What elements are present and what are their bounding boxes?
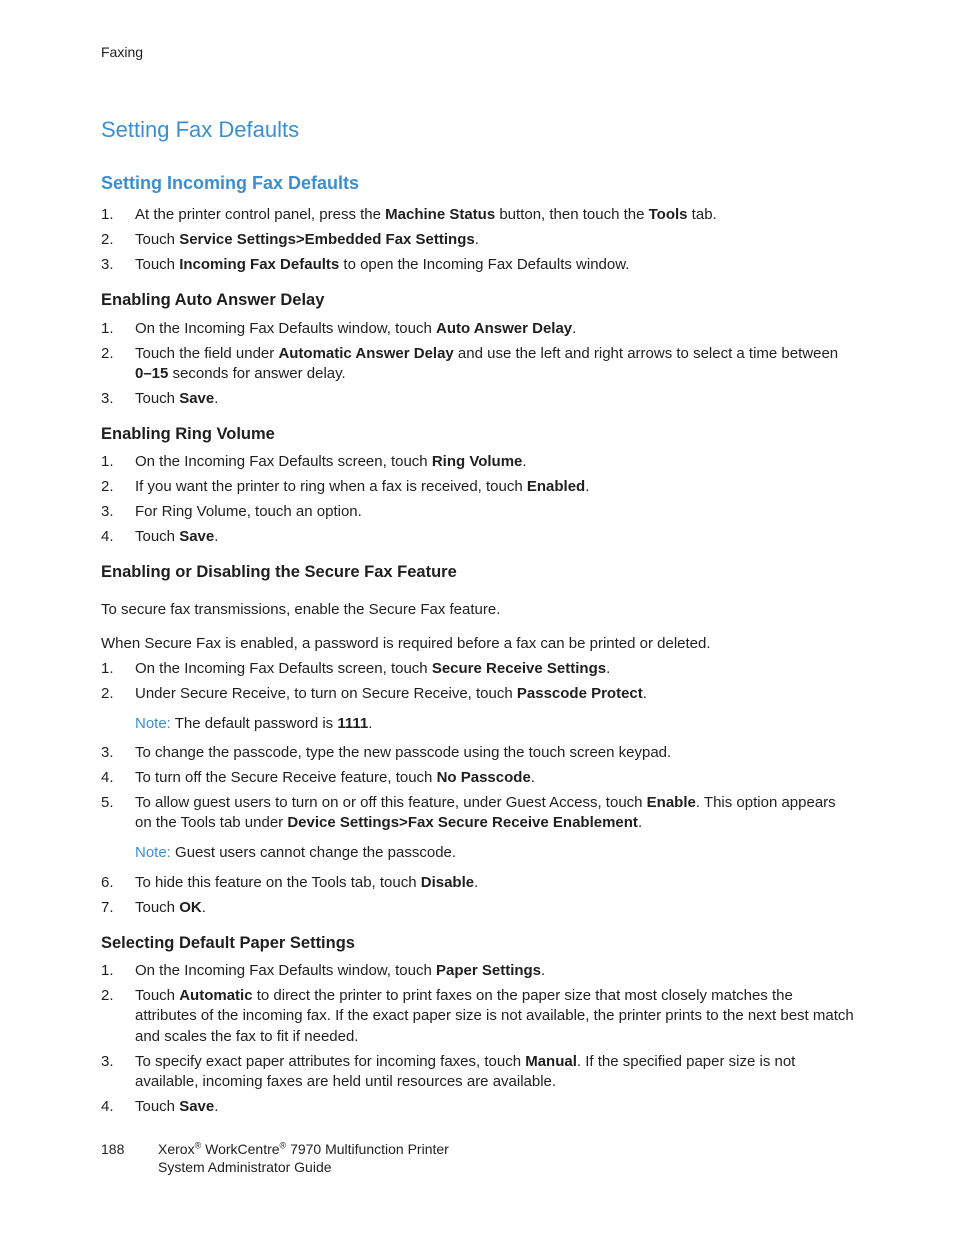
step-text xyxy=(135,319,855,339)
step-segment: . xyxy=(585,478,590,495)
step-emphasis: Automatic Answer Delay xyxy=(278,345,454,362)
step-segment: . xyxy=(637,814,643,832)
step-segment: . xyxy=(642,685,647,702)
step-segment: to open the Incoming Fax Defaults window. xyxy=(339,256,630,273)
step-segment: . xyxy=(214,1098,219,1115)
step-text xyxy=(135,986,855,1047)
step-segment: . xyxy=(530,769,535,786)
step-number: 3. xyxy=(101,1053,114,1070)
step-segment: Under Secure Receive, to turn on Secure Receive, touch xyxy=(135,685,517,702)
step-emphasis: Enable xyxy=(646,794,696,811)
step-text xyxy=(135,230,855,250)
step-segment: Touch xyxy=(135,987,180,1004)
step-number: 2. xyxy=(101,478,114,495)
step-number: 3. xyxy=(101,503,114,520)
step-number: 1. xyxy=(101,453,114,470)
step-emphasis: Auto Answer Delay xyxy=(436,320,573,337)
step-number: 6. xyxy=(101,874,114,891)
step-emphasis: OK xyxy=(179,899,202,916)
subheading-secure-fax: Enabling or Disabling the Secure Fax Feature xyxy=(101,563,457,581)
step-emphasis: Save xyxy=(179,390,215,407)
step-segment: . xyxy=(201,899,206,916)
step-text xyxy=(135,873,855,893)
footer-model: 7970 Multifunction Printer xyxy=(286,1141,449,1157)
step-number: 4. xyxy=(101,528,114,545)
step-segment: and use the left and right arrows to select a time between xyxy=(453,345,839,362)
step-emphasis: Machine Status xyxy=(385,206,496,223)
step-segment: To turn off the Secure Receive feature, touch xyxy=(135,769,437,786)
step-text xyxy=(135,255,855,275)
step-text xyxy=(135,898,855,918)
note-password: 1111 xyxy=(337,715,369,732)
step-emphasis: Disable xyxy=(420,874,475,891)
secure-password-paragraph: When Secure Fax is enabled, a password is required before a fax can be printed or deleted. xyxy=(101,635,711,652)
step-segment: To hide this feature on the Tools tab, touch xyxy=(135,874,421,891)
step-number: 1. xyxy=(101,660,114,677)
step-number: 4. xyxy=(101,769,114,786)
footer-brand: Xerox xyxy=(158,1141,195,1157)
step-number: 3. xyxy=(101,744,114,761)
step-segment: . xyxy=(572,320,577,337)
step-segment: . xyxy=(474,874,479,891)
footer-product xyxy=(158,1140,449,1158)
note-text: Guest users cannot change the passcode. xyxy=(170,844,457,861)
page-title: Setting Fax Defaults xyxy=(101,117,300,142)
step-emphasis: Incoming Fax Defaults xyxy=(179,256,340,273)
step-segment: On the Incoming Fax Defaults screen, touch xyxy=(135,660,432,677)
step-emphasis: Paper Settings xyxy=(436,962,542,979)
step-segment: To specify exact paper attributes for incoming faxes, touch xyxy=(135,1053,526,1070)
step-segment: tab. xyxy=(687,206,717,223)
step-text xyxy=(135,743,855,763)
step-number: 2. xyxy=(101,231,114,248)
note-end: . xyxy=(368,715,373,732)
note-label: Note: xyxy=(135,844,171,861)
step-segment: . This option appears on the Tools tab under xyxy=(135,794,836,832)
step-segment: Touch xyxy=(135,528,180,545)
step-emphasis: Ring Volume xyxy=(431,453,523,470)
step-number: 3. xyxy=(101,390,114,407)
step-emphasis: Save xyxy=(179,528,215,545)
step-emphasis: Device Settings>Fax Secure Receive Enablement xyxy=(287,814,638,832)
step-number: 1. xyxy=(101,320,114,337)
step-segment: Touch xyxy=(135,231,180,248)
subheading-ring-volume: Enabling Ring Volume xyxy=(101,425,275,443)
note-guest-users xyxy=(135,843,456,863)
step-segment: Touch xyxy=(135,899,180,916)
step-number: 5. xyxy=(101,794,114,811)
step-emphasis: Secure Receive Settings xyxy=(431,660,607,677)
step-text xyxy=(135,768,855,788)
step-number: 2. xyxy=(101,987,114,1004)
step-segment: button, then touch the xyxy=(495,206,649,223)
subheading-auto-answer: Enabling Auto Answer Delay xyxy=(101,291,325,309)
step-text xyxy=(135,502,855,522)
step-segment: Touch the field under xyxy=(135,345,279,362)
step-emphasis: 0–15 xyxy=(135,365,169,383)
step-segment: If you want the printer to ring when a fax is received, touch xyxy=(135,478,527,495)
step-segment: . If the specified paper size is not available, incoming faxes are held until resources are available. xyxy=(135,1053,796,1091)
secure-intro-paragraph: To secure fax transmissions, enable the Secure Fax feature. xyxy=(101,601,501,618)
step-text xyxy=(135,527,855,547)
step-number: 2. xyxy=(101,685,114,702)
step-emphasis: Enabled xyxy=(526,478,586,495)
step-segment: . xyxy=(541,962,546,979)
step-segment: For Ring Volume, touch an option. xyxy=(135,503,362,520)
step-text xyxy=(135,684,855,704)
step-segment: At the printer control panel, press the xyxy=(135,206,386,223)
registered-mark: ® xyxy=(279,1140,287,1151)
step-text xyxy=(135,452,855,472)
step-segment: Touch xyxy=(135,390,180,407)
step-text xyxy=(135,477,855,497)
step-segment: On the Incoming Fax Defaults window, touch xyxy=(135,962,436,979)
note-label: Note: xyxy=(135,715,171,732)
step-text xyxy=(135,389,855,409)
step-emphasis: Manual xyxy=(525,1053,577,1070)
step-number: 1. xyxy=(101,962,114,979)
note-default-password xyxy=(135,714,372,734)
step-segment: Touch xyxy=(135,1098,180,1115)
note-text: The default password is xyxy=(170,715,338,732)
step-text xyxy=(135,205,855,225)
step-number: 1. xyxy=(101,206,114,223)
step-emphasis: Tools xyxy=(648,206,688,223)
step-segment: . xyxy=(214,390,219,407)
subheading-paper-settings: Selecting Default Paper Settings xyxy=(101,934,355,952)
step-text xyxy=(135,1052,855,1093)
step-text xyxy=(135,344,855,385)
step-number: 7. xyxy=(101,899,114,916)
step-emphasis: No Passcode xyxy=(436,769,531,786)
step-segment: . xyxy=(522,453,527,470)
step-number: 2. xyxy=(101,345,114,362)
step-text xyxy=(135,793,855,834)
running-header: Faxing xyxy=(101,44,144,60)
step-emphasis: Passcode Protect xyxy=(516,685,643,702)
step-number: 3. xyxy=(101,256,114,273)
step-segment: On the Incoming Fax Defaults window, touch xyxy=(135,320,436,337)
step-text xyxy=(135,1097,855,1117)
step-text xyxy=(135,961,855,981)
step-number: 4. xyxy=(101,1098,114,1115)
registered-mark: ® xyxy=(194,1140,202,1151)
step-segment: . xyxy=(606,660,611,677)
step-segment: Touch xyxy=(135,256,180,273)
step-segment: On the Incoming Fax Defaults screen, touch xyxy=(135,453,432,470)
step-text xyxy=(135,659,855,679)
step-emphasis: Save xyxy=(179,1098,215,1115)
step-segment: seconds for answer delay. xyxy=(168,365,346,383)
step-segment: . xyxy=(214,528,219,545)
step-emphasis: Service Settings>Embedded Fax Settings xyxy=(179,231,475,248)
step-segment: To change the passcode, type the new passcode using the touch screen keypad. xyxy=(135,744,672,761)
section-heading-incoming: Setting Incoming Fax Defaults xyxy=(101,173,360,193)
step-segment: to direct the printer to print faxes on the paper size that most closely matches the attributes of the incoming fax. If the exact paper size is not available, the printer prints to the next best match and scales the fax to fit if needed. xyxy=(135,987,854,1045)
step-emphasis: Automatic xyxy=(179,987,253,1004)
footer-product-name: WorkCentre xyxy=(201,1141,280,1157)
footer-guide: System Administrator Guide xyxy=(158,1159,332,1175)
step-segment: To allow guest users to turn on or off this feature, under Guest Access, touch xyxy=(135,794,647,811)
step-segment: . xyxy=(474,231,479,248)
page-number: 188 xyxy=(101,1141,125,1157)
